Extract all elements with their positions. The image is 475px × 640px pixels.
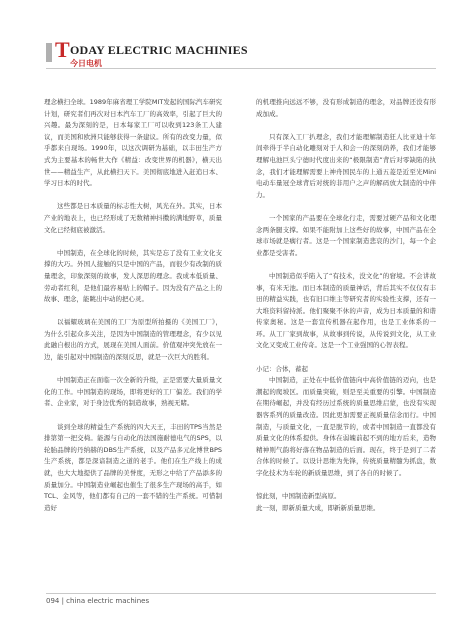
paragraph: 只有深入工厂扒理念，我们才能理解制造狂人比亚迪十年间牵得于半自动化雕刻对于人和会一的深刻荫养，我们才能够理解电池巨头宁德时代度出来的“极限制造”背后对零缺陷的执念，我们才能理解需要上神舟国民车的上通五菱是近至光Mini电动车量冠全球背后对统的非用户之声的解码放大制造的中伴力。 [256, 132, 436, 199]
paragraph: 一个国家的产品要在全球化行走，需要过硬产品和文化理念两条腿支撑。如果不能附加上这些好的故事，中国产品在全球市场就是瘸行者。这是一个国家制造悲哀的沙门，每一个企业都是受害者。 [256, 213, 436, 257]
paragraph: 理念横扫全球。1989年麻省理工学院MIT发起的国际汽车研究计划，研究者们再次对日本汽车工厂的高效率，引起了巨大的兴趣。最为深刻的是，日本每家工厂可以收到123条工人建议，而美国和欧洲只能够获得一条建议。所有的改变力量，似乎都来自现场。1990年，以这次调研为基础，以丰田生产方式为主要基本的畅世大作《精益：改变世界的机器》，横天出世——精益生产，从此横扫天下。美国彻底地进入赶追日本、学习日本的时代。 [44, 98, 222, 188]
article-left-column [44, 97, 222, 514]
paragraph: 的机理推向远远不够，没有形成制造的理念，对品牌还没有形成加成。 [256, 98, 436, 118]
paragraph: 中国制造，在全球化的时候，其实是忘了没有工业文化支撑的大巧。外国人接触的只是中国的产品，而很少有改制的质量理念，印象深刻的故事，发人深思的理念。我成本低质量、劳动者红利，是他们最容易贴上的帽子。因为没有产品之上的故事、理念，能眺出中动的把心灵。 [44, 248, 222, 304]
closing-line: 此一刻，即新质量大成，即新新质量思维。 [256, 503, 380, 512]
page-header [46, 37, 436, 68]
article-right-column [256, 97, 436, 514]
paragraph: 以福耀玻璃在美国的工厂为原型所拍摄的《美国工厂》，为什么引起众多关注，是因为中国制造的管理理念，有少以见此融自根出的方式，展现在美国人面前。价值观冲突先放在一边，能引起对中国制造的深刻反思，就是一次巨大的胜利。 [44, 318, 222, 362]
paragraph: 中国制造，正处在中低价值链向中高价值链的迈向，也是潮起的爬坡区。而质量突破，则是至关重要的引擎。中国制造在期待崛起，并没有经历过系统的质量思维启蒙，也没有实现器客系列的质量改造。因此更加需要正视质量信念而行。中国制造，与质量文化，一直是脱节的，或者中国制造一直都没有质量文化的体系提供。身体在弱魄前起不到的地方后来，造物精神则气韵将好落在物品制造的后面。现在，终于是到了二者合体的时候了。以设计思维为先锋，传统质量精髓为抓盘，数字化技术为车轮的新质量思维，到了各自的时候了。 [256, 376, 436, 477]
paragraph: 这些都是日本质量的标志性大树，风光在外。其实，日本产业的地表上，也已经形成了无数精神抖擞的满地野草，质量文化已经彻底被激活。 [44, 202, 222, 234]
footer-divider [46, 593, 436, 594]
paragraph: 中国制造正在面临一次全新的升级，正是需要大量质量文化的工作。中国制造的现场，即将更好的工厂偏差。我们的学者、企业家，对于身边优秀的制造故事，熟视无睹。 [44, 376, 222, 408]
paragraph: 谈到全球的精益生产系统的四大天王，丰田的TPS当然是排第第一把交椅。能源与自动化的法国施耐德电气的SPS，以轮胎品牌的丹纳赫的DBS生产系统，以及产品多元化博世BPS生产系统，都是深谙制造之道的老手。他们在生产线上的成就，也大大地提供了品牌的美誉度，无形之中给了产品添多的质量加分。中国制造业崛起也催生了很多生产现场的高手，如TCL、金风等，他们都有自己的一套不错的生产系统。可惜制造好 [44, 422, 222, 512]
page-footer [46, 593, 436, 607]
closing-line: 惊此刻，中国制造新型高原。 [256, 492, 341, 501]
section-subheading: 小记：合体，蓄起 [256, 364, 308, 373]
footer-page-info: 094 | china electric machines [46, 597, 150, 605]
header-subtitle: 今日电机 [70, 59, 102, 68]
header-title-initial: T [55, 37, 70, 62]
header-title: ODAY ELECTRIC MACHINIES [70, 43, 248, 57]
header-divider [46, 68, 436, 69]
header-accent-bar [46, 43, 52, 62]
paragraph: 中国制造似乎陷入了“有技术，没文化”的窘境。不会讲故事，有米无池。而日本制造的质量神话，背后其实不仅仅有丰田的精益实践，也有旧口维主等研究者的实验性支撑，还有一大堆资料留持派。他们聚聚不休的声音，成为日本质量的和谐传家奥秘。这是一套宣传机器在起作用，也是工业体系的一环。从工厂家到故事，从故事到传说，从传说到文化，从工业文化又变成工业传奇。这是一个工业强国的心智表程。 [256, 271, 436, 350]
